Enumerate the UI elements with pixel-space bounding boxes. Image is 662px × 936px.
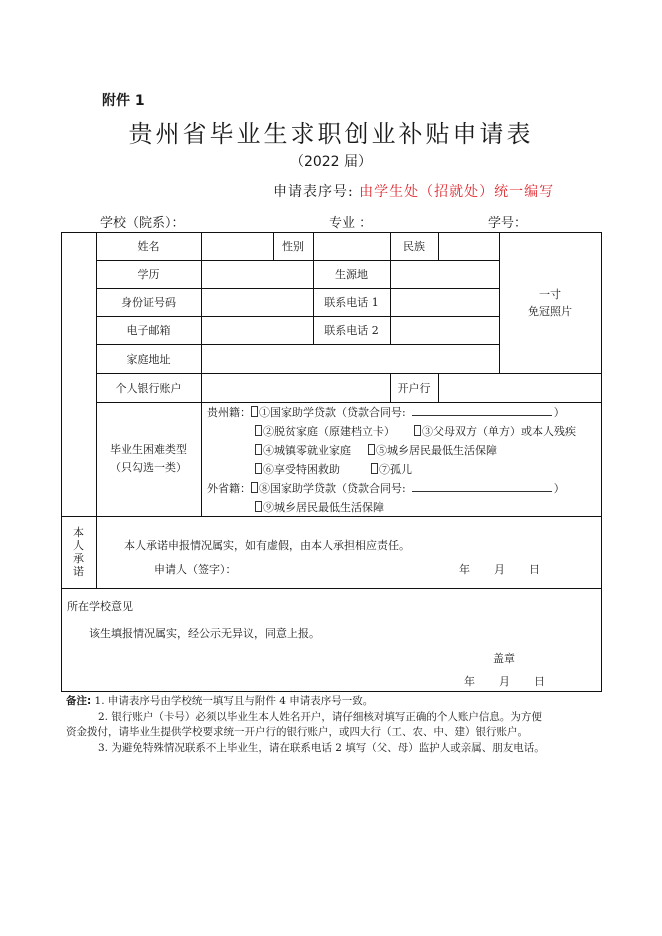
origin-label: 生源地 (335, 268, 368, 281)
serial-value: 由学生处（招就处）统一编写 (359, 184, 555, 200)
photo-label-line2: 免冠照片 (528, 304, 572, 318)
note-2b: 资金拨付，请毕业生提供学校要求统一开户行的银行账户，或四大行（工、农、中、建）银行账户。 (66, 726, 528, 738)
school-opinion-title: 所在学校意见 (67, 600, 133, 613)
table-border-right (601, 232, 602, 692)
checkbox-option-6[interactable] (255, 463, 262, 474)
commitment-side-label (61, 516, 96, 588)
phone2-label: 联系电话 2 (324, 324, 379, 337)
origin-field[interactable] (390, 260, 499, 288)
seal-label: 盖章 (493, 652, 515, 665)
opinion-year: 年 (464, 675, 475, 688)
bank-branch-label: 开户行 (397, 381, 431, 395)
table-border-left (61, 232, 62, 692)
option-4-label: ④城镇零就业家庭 (263, 444, 351, 457)
loan-contract-input-2[interactable] (412, 482, 552, 492)
phone1-field[interactable] (390, 288, 499, 316)
checkbox-option-3[interactable] (414, 425, 421, 436)
close-paren: ） (553, 406, 565, 419)
checkbox-option-4[interactable] (255, 444, 262, 455)
address-field[interactable] (201, 344, 499, 373)
other-province-label: 外省籍： (207, 482, 251, 495)
address-label: 家庭地址 (126, 352, 171, 366)
email-field[interactable] (201, 316, 313, 344)
commitment-day: 日 (529, 563, 540, 576)
name-field[interactable] (201, 232, 273, 260)
signature-label: 申请人（签字）： (154, 563, 237, 576)
commitment-month: 月 (494, 563, 505, 576)
option-7-label: ⑦孤儿 (379, 463, 412, 476)
commitment-year: 年 (459, 563, 470, 576)
option-5-label: ⑤城乡居民最低生活保障 (376, 444, 497, 457)
side-char: 人 (73, 539, 84, 552)
option-2-label: ②脱贫家庭（原建档立卡） (263, 425, 395, 438)
ethnicity-label: 民族 (403, 240, 425, 253)
guizhou-label: 贵州籍： (207, 406, 251, 419)
bank-branch-field[interactable] (438, 373, 601, 402)
commitment-statement: 本人承诺申报情况属实，如有虚假，由本人承担相应责任。 (124, 539, 410, 552)
difficulty-row-2 (255, 423, 576, 439)
checkbox-option-5[interactable] (368, 444, 375, 455)
difficulty-row-4 (255, 461, 412, 477)
row-divider (61, 588, 602, 589)
serial-number (273, 181, 554, 201)
checkbox-option-1[interactable] (251, 406, 258, 417)
phone2-field[interactable] (390, 316, 499, 344)
education-label: 学历 (137, 268, 160, 281)
major-label: 专业 ： (329, 216, 373, 231)
difficulty-label-line2: （只勾选一类） (110, 461, 187, 474)
opinion-month: 月 (499, 675, 510, 688)
id-number-field[interactable] (201, 288, 313, 316)
checkbox-option-7[interactable] (371, 463, 378, 474)
difficulty-row-6 (255, 499, 384, 515)
form-title: 贵州省毕业生求职创业补贴申请表 (128, 120, 534, 148)
difficulty-row-3 (255, 442, 497, 458)
difficulty-row-5 (207, 480, 565, 496)
name-label: 姓名 (137, 240, 160, 253)
side-char: 诺 (73, 565, 84, 578)
option-1-label: ①国家助学贷款（贷款合同号: (259, 406, 406, 419)
id-number-label: 身份证号码 (121, 296, 176, 309)
difficulty-label-line1: 毕业生困难类型 (110, 443, 187, 456)
note-1 (66, 693, 373, 708)
signature-field[interactable] (202, 558, 442, 576)
checkbox-option-8[interactable] (251, 482, 258, 493)
serial-label: 申请表序号: (273, 184, 354, 200)
attachment-label: 附件 1 (102, 93, 145, 109)
photo-box[interactable] (499, 232, 601, 373)
phone1-label: 联系电话 1 (324, 296, 379, 309)
option-9-label: ⑨城乡居民最低生活保障 (263, 501, 384, 514)
photo-label-line1: 一寸 (539, 287, 561, 301)
note-2a: 2. 银行账户（卡号）必须以毕业生本人姓名开户，请仔细核对填写正确的个人账户信息。为方便 (98, 711, 542, 723)
note-3: 3. 为避免特殊情况联系不上毕业生，请在联系电话 2 填写（父、母）监护人或亲属、朋友电话。 (98, 742, 545, 754)
bank-account-label: 个人银行账户 (115, 381, 182, 395)
option-3-label: ③父母双方（单方）或本人残疾 (422, 425, 576, 438)
graduation-year: （2022 届） (289, 154, 373, 170)
gender-label: 性别 (282, 240, 304, 253)
option-8-label: ⑧国家助学贷款（贷款合同号: (259, 482, 406, 495)
option-6-label: ⑥享受特困救助 (263, 463, 340, 476)
loan-contract-input-1[interactable] (412, 406, 552, 416)
difficulty-row-1 (207, 404, 565, 420)
row-divider (61, 516, 602, 517)
notes-label: 备注: (66, 695, 92, 707)
school-label: 学校（院系）： (100, 216, 185, 231)
note-1-text: 1. 申请表序号由学校统一填写且与附件 4 申请表序号一致。 (94, 695, 374, 707)
student-id-label: 学号： (488, 216, 528, 231)
difficulty-type-label (96, 402, 201, 516)
side-char: 本 (73, 526, 84, 539)
ethnicity-field[interactable] (438, 232, 499, 260)
checkbox-option-2[interactable] (255, 425, 262, 436)
gender-field[interactable] (313, 232, 390, 260)
table-border-bottom (61, 691, 602, 692)
opinion-day: 日 (534, 675, 545, 688)
bank-account-field[interactable] (201, 373, 390, 402)
close-paren: ） (553, 482, 565, 495)
checkbox-option-9[interactable] (255, 501, 262, 512)
education-field[interactable] (201, 260, 313, 288)
email-label: 电子邮箱 (126, 324, 171, 337)
school-opinion-statement: 该生填报情况属实，经公示无异议，同意上报。 (89, 627, 320, 640)
side-char: 承 (73, 552, 84, 565)
